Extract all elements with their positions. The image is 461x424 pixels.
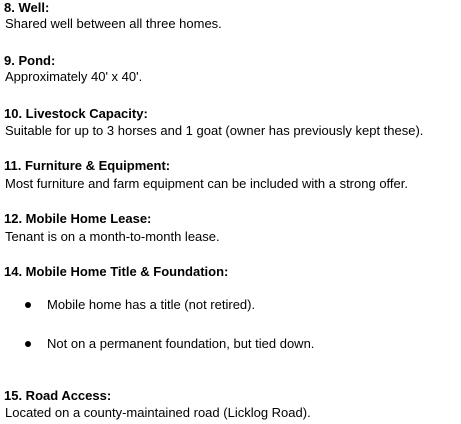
section-heading-well: 8. Well: (4, 0, 50, 15)
section-text-livestock-capacity: Suitable for up to 3 horses and 1 goat (owner has previously kept these). (5, 123, 424, 138)
bullet-item-title: Mobile home has a title (not retired). (47, 297, 256, 312)
section-heading-furniture-equipment: 11. Furniture & Equipment: (4, 158, 171, 173)
section-text-well: Shared well between all three homes. (5, 16, 222, 31)
section-heading-mobile-home-lease: 12. Mobile Home Lease: (4, 211, 152, 226)
section-text-mobile-home-lease: Tenant is on a month-to-month lease. (5, 229, 220, 244)
section-text-pond: Approximately 40' x 40'. (5, 69, 143, 84)
section-heading-road-access: 15. Road Access: (4, 388, 112, 403)
section-heading-pond: 9. Pond: (4, 53, 56, 68)
bullet-marker (25, 341, 31, 347)
bullet-item-foundation: Not on a permanent foundation, but tied down. (47, 336, 315, 351)
section-heading-livestock-capacity: 10. Livestock Capacity: (4, 106, 148, 121)
bullet-marker (25, 302, 31, 308)
section-heading-title-foundation: 14. Mobile Home Title & Foundation: (4, 264, 229, 279)
section-text-furniture-equipment: Most furniture and farm equipment can be included with a strong offer. (5, 176, 408, 191)
section-text-road-access: Located on a county-maintained road (Licklog Road). (5, 405, 311, 420)
